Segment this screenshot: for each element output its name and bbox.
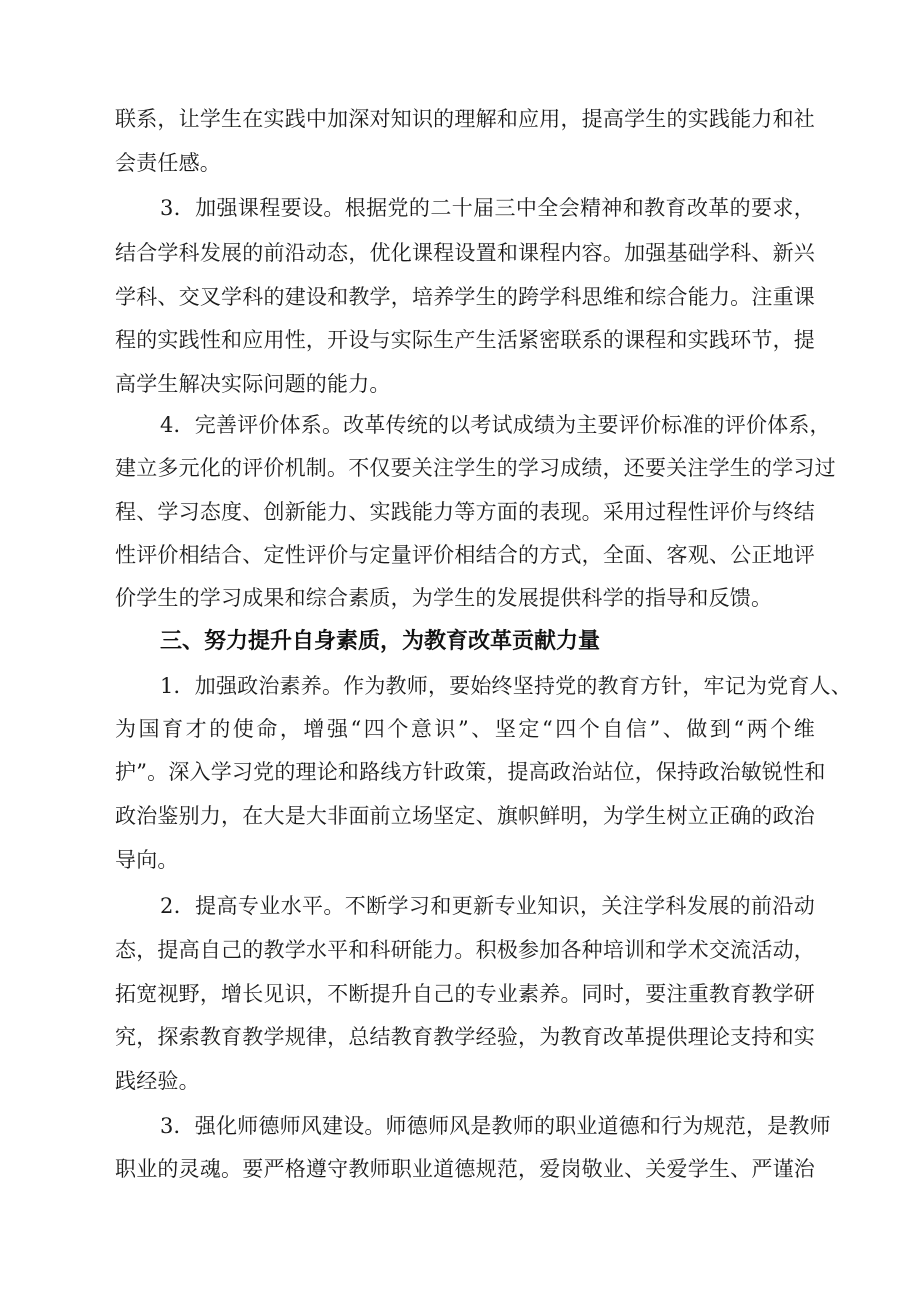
paragraph-line: 高学生解决实际问题的能力。 xyxy=(115,372,391,396)
paragraph-line: 3．加强课程要设。根据党的二十届三中全会精神和教育改革的要求， xyxy=(160,196,815,220)
paragraph-line: 建立多元化的评价机制。不仅要关注学生的学习成绩，还要关注学生的学习过 xyxy=(115,456,836,480)
paragraph-line: 3．强化师德师风建设。师德师风是教师的职业道德和行为规范，是教师 xyxy=(160,1114,831,1138)
paragraph-line: 拓宽视野，增长见识，不断提升自己的专业素养。同时，要注重教育教学研 xyxy=(115,982,815,1006)
paragraph-line: 价学生的学习成果和综合素质，为学生的发展提供科学的指导和反馈。 xyxy=(115,586,773,610)
paragraph-line: 职业的灵魂。要严格遵守教师职业道德规范，爱岗敬业、关爱学生、严谨治 xyxy=(115,1157,815,1181)
paragraph-line: 性评价相结合、定性评价与定量评价相结合的方式，全面、客观、公正地评 xyxy=(115,543,815,567)
paragraph-line: 导向。 xyxy=(115,848,179,872)
paragraph-line: 会责任感。 xyxy=(115,151,221,175)
paragraph-line: 态，提高自己的教学水平和科研能力。积极参加各种培训和学术交流活动， xyxy=(115,938,815,962)
paragraph-line: 联系，让学生在实践中加深对知识的理解和应用，提高学生的实践能力和社 xyxy=(115,107,815,131)
paragraph-line: 结合学科发展的前沿动态，优化课程设置和课程内容。加强基础学科、新兴 xyxy=(115,241,815,265)
paragraph-line: 1．加强政治素养。作为教师，要始终坚持党的教育方针，牢记为党育人、 xyxy=(160,674,852,698)
paragraph-line: 践经验。 xyxy=(115,1069,200,1093)
paragraph-line: 2．提高专业水平。不断学习和更新专业知识，关注学科发展的前沿动 xyxy=(160,894,815,918)
paragraph-line: 4．完善评价体系。改革传统的以考试成绩为主要评价标准的评价体系， xyxy=(160,413,831,437)
paragraph-line: 程、学习态度、创新能力、实践能力等方面的表现。采用过程性评价与终结 xyxy=(115,500,815,524)
section-heading: 三、努力提升自身素质，为教育改革贡献力量 xyxy=(160,629,601,654)
paragraph-line: 学科、交叉学科的建设和教学，培养学生的跨学科思维和综合能力。注重课 xyxy=(115,285,815,309)
paragraph-line: 护”。深入学习党的理论和路线方针政策，提高政治站位，保持政治敏锐性和 xyxy=(115,760,826,784)
paragraph-line: 程的实践性和应用性，开设与实际生产生活紧密联系的课程和实践环节，提 xyxy=(115,328,815,352)
paragraph-line: 究，探索教育教学规律，总结教育教学经验，为教育改革提供理论支持和实 xyxy=(115,1025,815,1049)
paragraph-line: 政治鉴别力，在大是大非面前立场坚定、旗帜鲜明，为学生树立正确的政治 xyxy=(115,804,815,828)
paragraph-line: 为国育才的使命，增强“四个意识”、坚定“四个自信”、做到“两个维 xyxy=(115,717,815,741)
